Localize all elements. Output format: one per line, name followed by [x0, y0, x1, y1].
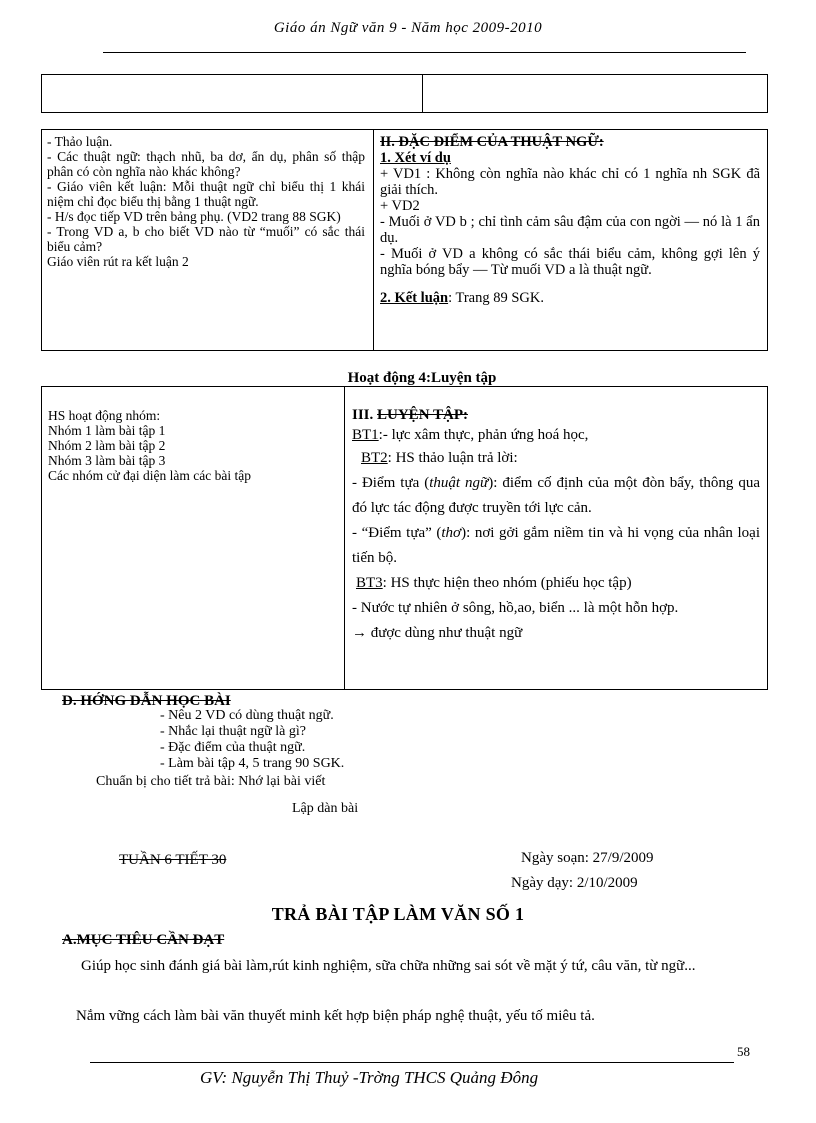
- table1-left-line: - Trong VD a, b cho biết VD nào từ “muối” có sắc thái biểu cảm?: [47, 224, 365, 254]
- table2-left-line: HS hoạt động nhóm:: [48, 408, 161, 423]
- table2-right-cell: [352, 405, 760, 646]
- subheading-conclusion: 2. Kết luận: [380, 290, 449, 306]
- bt1-text: :- lực xâm thực, phản ứng hoá học,: [378, 427, 589, 443]
- bt3-line: [352, 571, 760, 596]
- bt3-text: : HS thực hiện theo nhóm (phiếu học tập): [382, 575, 632, 591]
- bt2-point-2: - “Điểm tựa” (thơ): nơi gởi gắm niềm tin và hi vọng của nhân loại tiến bộ.: [352, 525, 760, 566]
- bt3-conclusion: → được dùng như thuật ngữ: [352, 625, 523, 641]
- guide-item: - Làm bài tập 4, 5 trang 90 SGK.: [160, 756, 345, 771]
- table2-left-line: Nhóm 2 làm bài tập 2: [48, 438, 166, 453]
- lesson-title: TRẢ BÀI TẬP LÀM VĂN SỐ 1: [271, 904, 525, 924]
- table1-right-line: + VD1 : Không còn nghĩa nào khác chỉ có 1 nghĩa nh SGK đã giải thích.: [380, 166, 760, 198]
- guide-prep-2: Lập dàn bài: [292, 801, 359, 816]
- bt2-point-1: - Điểm tựa (thuật ngữ): điểm cố định của một đòn bẩy, thông qua đó lực tác động được truyền tới lực cản.: [352, 475, 760, 516]
- bt1-line: [352, 425, 760, 445]
- week-period: TUẦN 6 TIẾT 30: [119, 852, 227, 868]
- guide-list: [160, 708, 344, 772]
- bt1-label: BT1: [352, 427, 379, 443]
- table2-left-cell: [48, 408, 338, 483]
- date-taught: Ngày dạy: 2/10/2009: [511, 875, 638, 891]
- table2-left-line: Nhóm 3 làm bài tập 3: [48, 453, 166, 468]
- section-heading-characteristics: II. ĐẶC ĐIỂM CỦA THUẬT NGỮ:: [380, 134, 604, 150]
- table-characteristics-divider: [373, 129, 374, 351]
- goal-paragraph-2: Nắm vững cách làm bài văn thuyết minh kết hợp biện pháp nghệ thuật, yếu tố miêu tả.: [76, 1008, 595, 1024]
- guide-prep: Chuẩn bị cho tiết trả bài: Nhớ lại bài viết: [96, 774, 326, 789]
- table2-left-line: Nhóm 1 làm bài tập 1: [48, 423, 166, 438]
- empty-table: [41, 74, 768, 113]
- bt2-text: : HS thảo luận trả lời:: [387, 450, 518, 466]
- footer-rule: [90, 1062, 734, 1063]
- table1-right-line: + VD2: [380, 198, 420, 214]
- bt2-label: BT2: [361, 450, 388, 466]
- conclusion-text: : Trang 89 SGK.: [448, 290, 544, 306]
- goal-paragraph-1: Giúp học sinh đánh giá bài làm,rút kinh nghiệm, sữa chữa những sai sót về mặt ý tứ, câu văn, từ ngữ...: [81, 958, 696, 974]
- practice-heading-text: LUYỆN TẬP:: [377, 407, 468, 423]
- practice-heading-number: III.: [352, 407, 374, 423]
- activity-4-title: Hoạt động 4:Luyện tập: [347, 370, 497, 386]
- subheading-examples: 1. Xét ví dụ: [380, 150, 451, 166]
- table1-left-line: - Thảo luận.: [47, 134, 113, 149]
- table1-right-cell: [380, 134, 760, 306]
- empty-table-divider: [422, 74, 423, 113]
- conclusion-line: [380, 290, 760, 306]
- table1-left-cell: [47, 134, 365, 269]
- table1-right-line: - Muối ở VD b ; chỉ tình cảm sâu đậm của con ngời — nó là 1 ẩn dụ.: [380, 214, 760, 246]
- date-prepared: Ngày soạn: 27/9/2009: [521, 850, 654, 866]
- table1-left-line: Giáo viên rút ra kết luận 2: [47, 254, 189, 269]
- table1-left-line: - Các thuật ngữ: thạch nhũ, ba dơ, ẩn dụ, phân số thập phân có còn nghĩa nào khác không?: [47, 149, 365, 179]
- table1-left-line: - Giáo viên kết luận: Mỗi thuật ngữ chỉ biểu thị 1 khái niệm chỉ đọc biểu thị bằng 1 thuật ngữ.: [47, 179, 365, 209]
- guide-item: - Nêu 2 VD có dùng thuật ngữ.: [160, 708, 334, 723]
- page-header-title: Giáo án Ngữ văn 9 - Năm học 2009-2010: [273, 20, 543, 36]
- table-practice-divider: [344, 386, 345, 690]
- table2-left-line: Các nhóm cử đại diện làm các bài tập: [48, 468, 251, 483]
- footer-signature: GV: Nguyễn Thị Thuỷ -Trờng THCS Quảng Đông: [200, 1068, 539, 1087]
- bt3-point: - Nước tự nhiên ở sông, hồ,ao, biển ... là một hỗn hợp.: [352, 600, 679, 616]
- guide-item: - Nhắc lại thuật ngữ là gì?: [160, 724, 306, 739]
- table1-left-line: - H/s đọc tiếp VD trên bảng phụ. (VD2 trang 88 SGK): [47, 209, 341, 224]
- goal-heading: A.MỤC TIÊU CẦN ĐẠT: [62, 932, 225, 948]
- header-rule: [103, 52, 746, 53]
- guide-item: - Đặc điểm của thuật ngữ.: [160, 740, 306, 755]
- guide-heading: D. HỚNG DẪN HỌC BÀI: [62, 693, 231, 709]
- table1-right-line: - Muối ở VD a không có sắc thái biểu cảm, không gợi lên ý nghĩa bóng bẩy — Từ muối VD a là thuật ngữ.: [380, 246, 760, 278]
- bt3-label: BT3: [356, 575, 383, 591]
- practice-heading: [352, 405, 760, 425]
- bt2-line: [352, 445, 760, 471]
- page-number: 58: [737, 1044, 750, 1059]
